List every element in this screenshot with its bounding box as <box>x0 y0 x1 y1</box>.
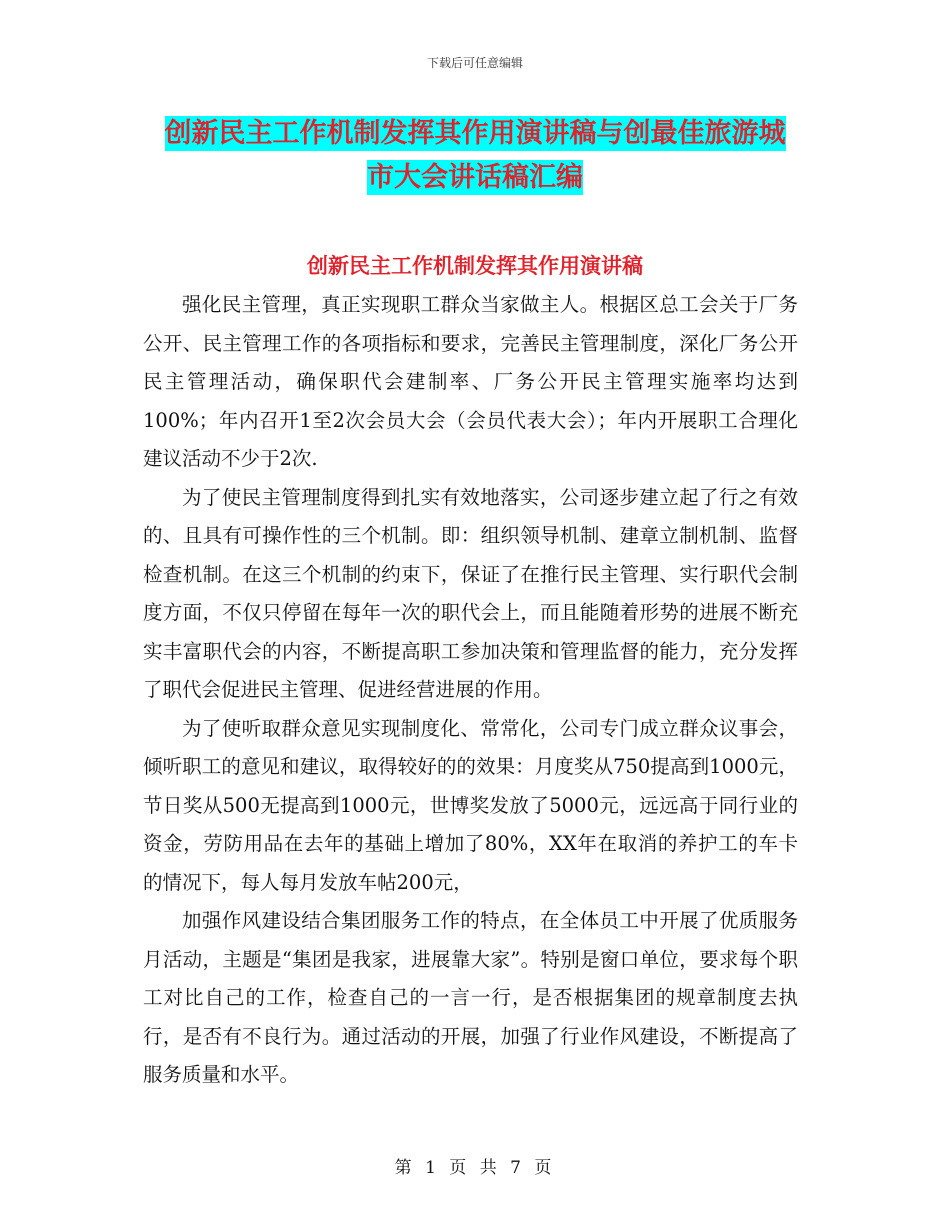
paragraph: 加强作风建设结合集团服务工作的特点，在全体员工中开展了优质服务月活动，主题是“集团是我家，进展靠大家”。特别是窗口单位，要求每个职工对比自己的工作，检查自己的一言一行，是否根据集团的规章制度去执行，是否有不良行为。通过活动的开展，加强了行业作风建设，不断提高了服务质量和水平。 <box>143 909 798 1086</box>
body-text <box>143 286 798 1095</box>
section-heading: 创新民主工作机制发挥其作用演讲稿 <box>307 254 643 278</box>
document-title <box>150 112 800 200</box>
paragraph: 为了使听取群众意见实现制度化、常常化，公司专门成立群众议事会，倾听职工的意见和建议，取得较好的的效果：月度奖从750提高到1000元，节日奖从500无提高到1000元，世博奖发放了5000元，远远高于同行业的资金，劳防用品在去年的基础上增加了80%，XX年在取消的养护工的车卡的情况下，每人每月发放车帖200元， <box>143 716 798 894</box>
title-line-2: 市大会讲话稿汇编 <box>367 162 583 193</box>
title-line-1: 创新民主工作机制发挥其作用演讲稿与创最佳旅游城 <box>164 118 786 149</box>
page-number: 第 1 页 共 7 页 <box>394 1158 556 1178</box>
paragraph: 强化民主管理，真正实现职工群众当家做主人。根据区总工会关于厂务公开、民主管理工作的各项指标和要求，完善民主管理制度，深化厂务公开民主管理活动，确保职代会建制率、厂务公开民主管理实施率均达到100%；年内召开1至2次会员大会（会员代表大会）；年内开展职工合理化建议活动不少于2次. <box>143 293 798 470</box>
page-header-note: 下载后可任意编辑 <box>426 56 523 70</box>
paragraph: 为了使民主管理制度得到扎实有效地落实，公司逐步建立起了行之有效的、且具有可操作性的三个机制。即：组织领导机制、建章立制机制、监督检查机制。在这三个机制的约束下，保证了在推行民主管理、实行职代会制度方面，不仅只停留在每年一次的职代会上，而且能随着形势的进展不断充实丰富职代会的内容，不断提高职工参加决策和管理监督的能力，充分发挥了职代会促进民主管理、促进经营进展的作用。 <box>143 485 798 701</box>
